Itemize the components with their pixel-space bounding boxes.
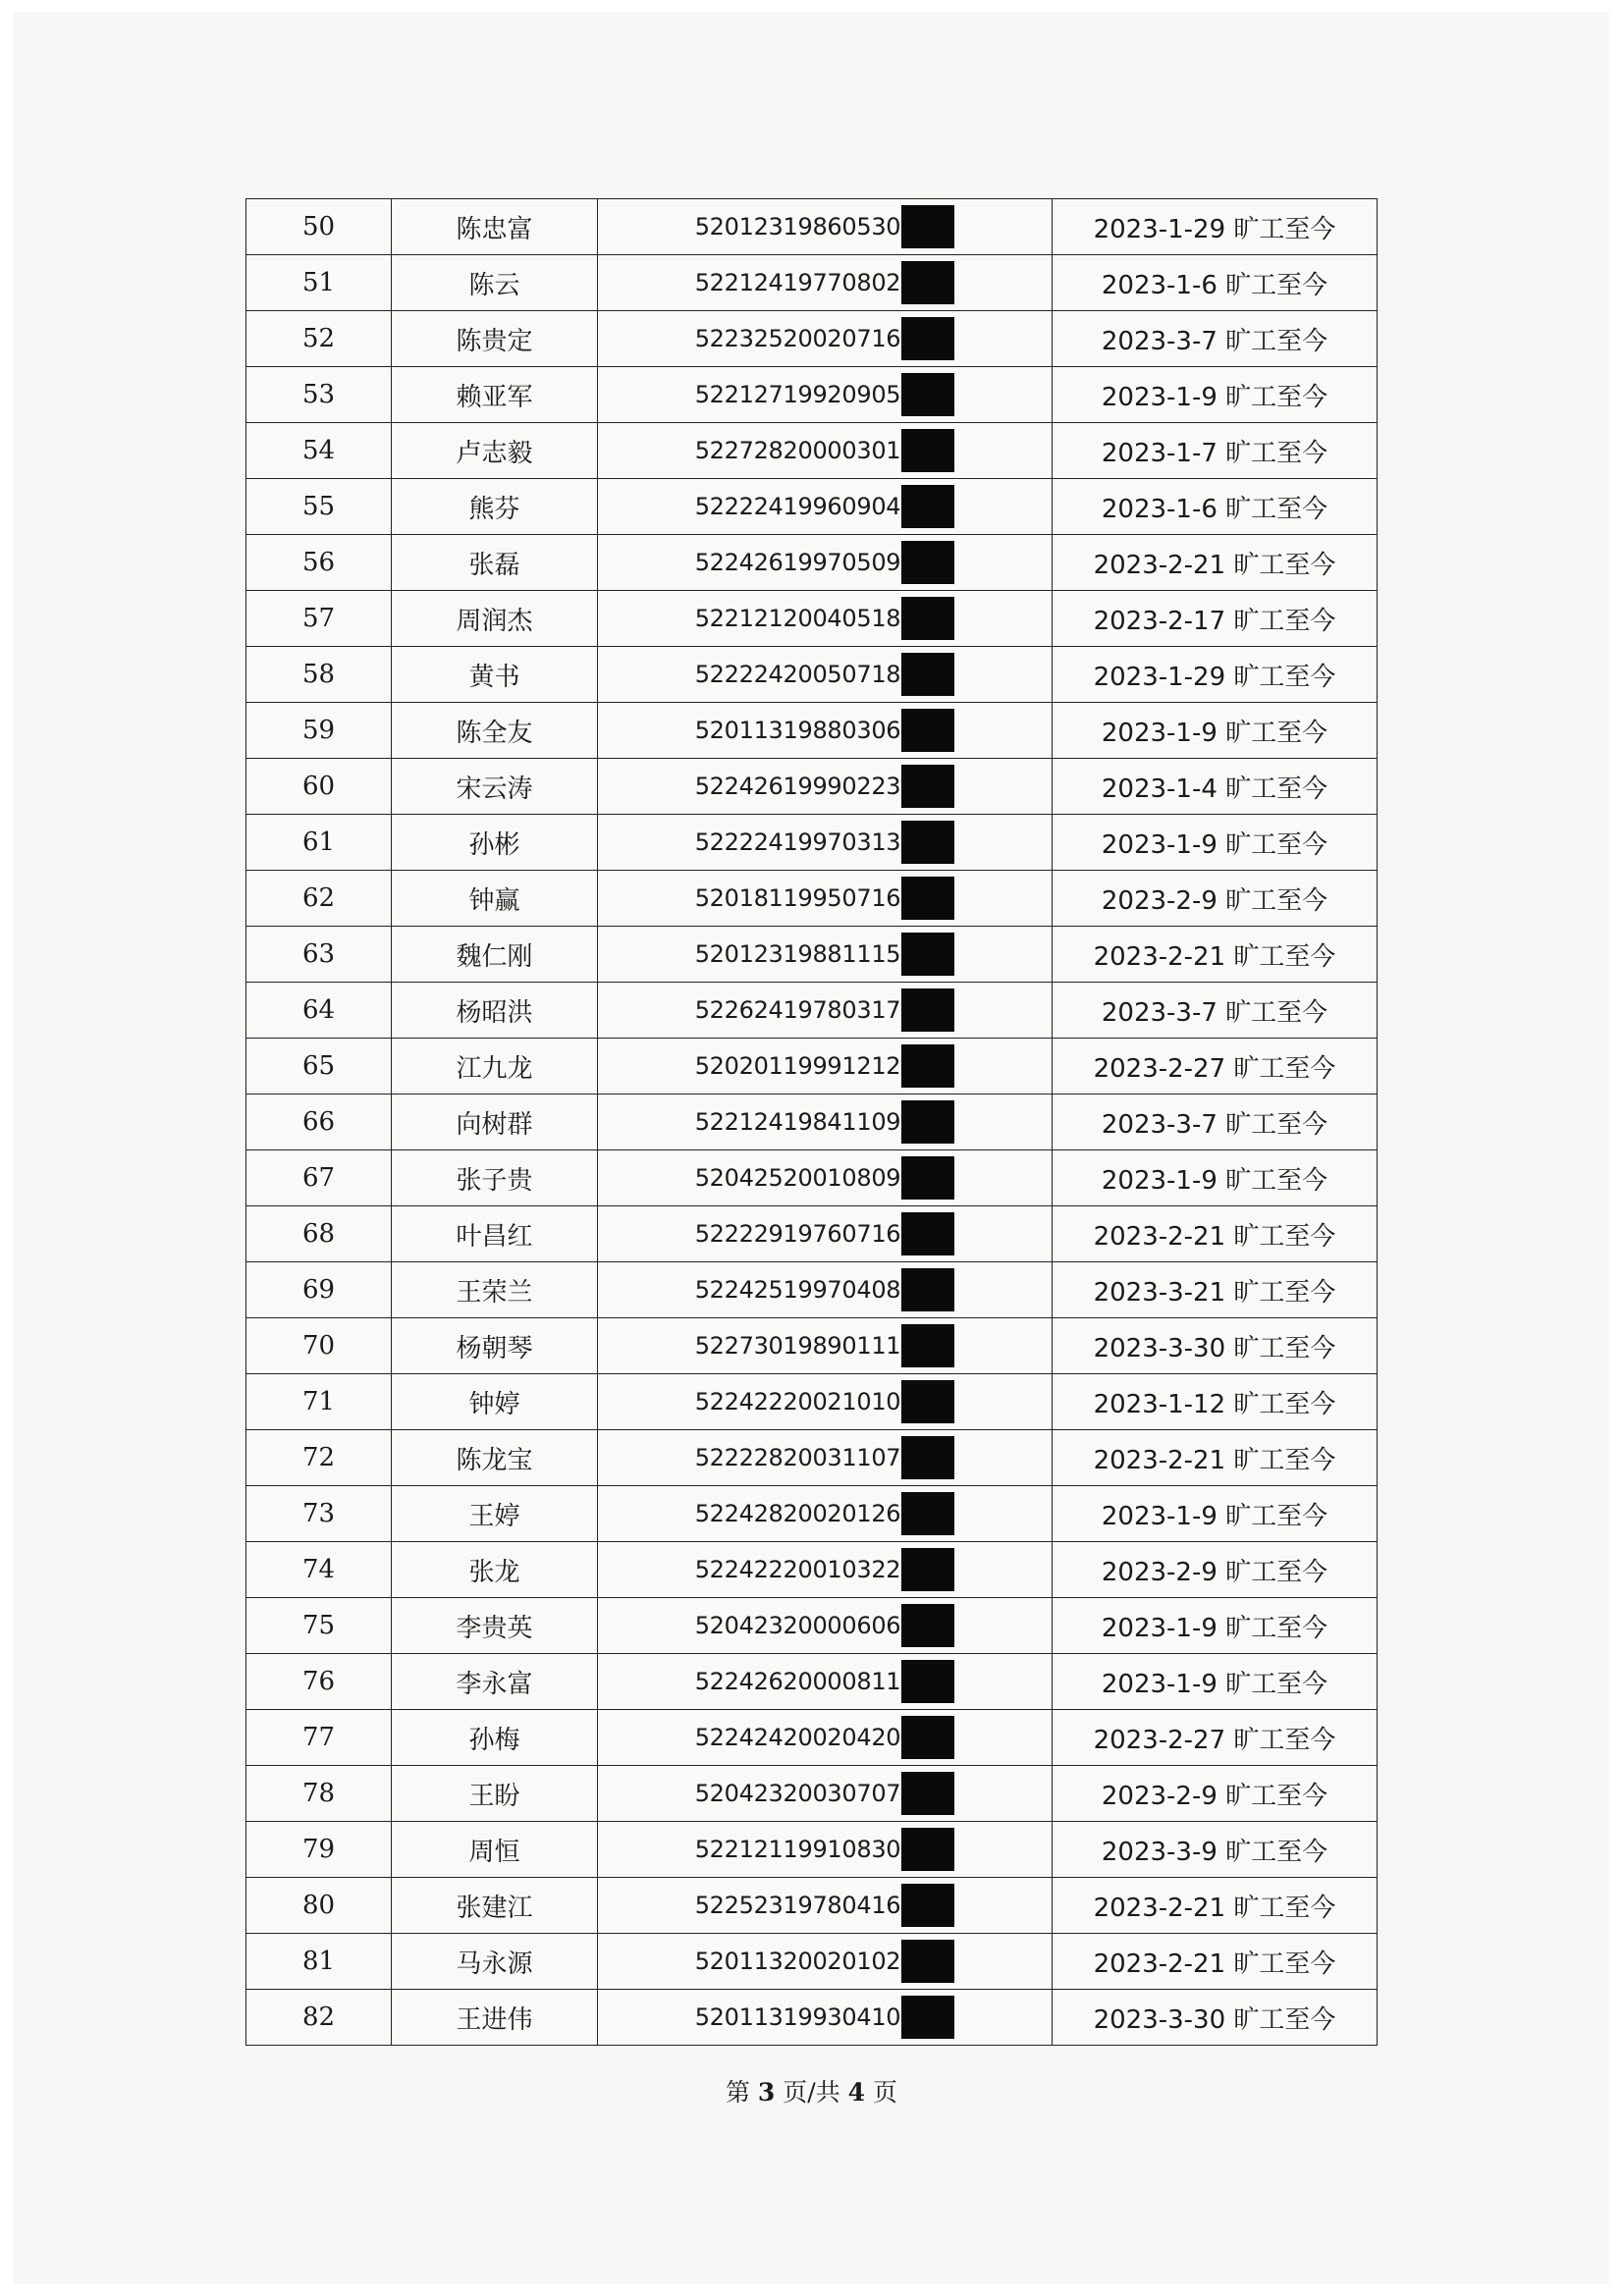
row-number: 70 (246, 1318, 392, 1374)
absence-status: 2023-1-9 旷工至今 (1053, 815, 1378, 871)
id-number: 52222919760716 (694, 1220, 901, 1248)
id-number-group (695, 988, 955, 1032)
id-number-group (695, 1660, 955, 1703)
id-number: 52212119910830 (694, 1836, 901, 1863)
employee-name: 李永富 (392, 1654, 598, 1710)
table-row (246, 871, 1378, 927)
redaction-block (901, 1660, 954, 1703)
table-row (246, 1262, 1378, 1318)
id-number-cell (598, 1934, 1053, 1990)
absence-status: 2023-2-21 旷工至今 (1053, 1206, 1378, 1262)
row-number: 54 (246, 423, 392, 479)
id-number-group (695, 1716, 955, 1759)
employee-name: 卢志毅 (392, 423, 598, 479)
row-number: 66 (246, 1095, 392, 1150)
id-number-cell (598, 1318, 1053, 1374)
employee-name: 陈忠富 (392, 199, 598, 255)
id-number-cell (598, 871, 1053, 927)
id-number-group (695, 1324, 955, 1367)
id-number: 52018119950716 (694, 884, 901, 912)
absence-status: 2023-2-21 旷工至今 (1053, 927, 1378, 983)
id-number-group (695, 765, 955, 808)
id-number-cell (598, 1430, 1053, 1486)
redaction-block (901, 1828, 954, 1871)
redaction-block (901, 1324, 954, 1367)
table-row (246, 1150, 1378, 1206)
absence-status: 2023-1-9 旷工至今 (1053, 1150, 1378, 1206)
id-number-cell (598, 591, 1053, 647)
id-number-cell (598, 1878, 1053, 1934)
id-number: 52262419780317 (694, 996, 901, 1024)
page-footer (0, 2073, 1623, 2109)
id-number-cell (598, 1990, 1053, 2046)
absence-status: 2023-1-12 旷工至今 (1053, 1374, 1378, 1430)
id-number: 52252319780416 (694, 1892, 901, 1919)
row-number: 58 (246, 647, 392, 703)
employee-name: 孙梅 (392, 1710, 598, 1766)
row-number: 73 (246, 1486, 392, 1542)
absence-status: 2023-2-21 旷工至今 (1053, 1878, 1378, 1934)
id-number-cell (598, 1542, 1053, 1598)
id-number: 52212419770802 (694, 269, 901, 296)
redaction-block (901, 597, 954, 640)
table-row (246, 703, 1378, 759)
redaction-block (901, 653, 954, 696)
redaction-block (901, 373, 954, 416)
id-number-cell (598, 1710, 1053, 1766)
id-number: 52212719920905 (694, 381, 901, 408)
id-number: 52273019890111 (694, 1332, 901, 1360)
row-number: 50 (246, 199, 392, 255)
row-number: 62 (246, 871, 392, 927)
employee-name: 陈龙宝 (392, 1430, 598, 1486)
table-row (246, 1318, 1378, 1374)
table-row (246, 1542, 1378, 1598)
id-number: 52222419960904 (694, 493, 901, 520)
id-number-cell (598, 1374, 1053, 1430)
redaction-block (901, 933, 954, 976)
id-number-cell (598, 647, 1053, 703)
row-number: 76 (246, 1654, 392, 1710)
id-number-group (695, 205, 955, 248)
table-row (246, 367, 1378, 423)
table-row (246, 1822, 1378, 1878)
footer-suffix: 页 (873, 2078, 898, 2107)
redaction-block (901, 261, 954, 304)
row-number: 57 (246, 591, 392, 647)
id-number-group (695, 1044, 955, 1088)
employee-name: 江九龙 (392, 1039, 598, 1095)
row-number: 82 (246, 1990, 392, 2046)
absence-status: 2023-1-9 旷工至今 (1053, 1486, 1378, 1542)
absence-status: 2023-3-7 旷工至今 (1053, 311, 1378, 367)
table-row (246, 535, 1378, 591)
absence-status: 2023-1-9 旷工至今 (1053, 703, 1378, 759)
absence-status: 2023-3-7 旷工至今 (1053, 1095, 1378, 1150)
id-number: 52020119991212 (694, 1052, 901, 1080)
absence-status: 2023-2-21 旷工至今 (1053, 1934, 1378, 1990)
redaction-block (901, 485, 954, 528)
table-row (246, 311, 1378, 367)
row-number: 65 (246, 1039, 392, 1095)
employee-name: 马永源 (392, 1934, 598, 1990)
id-number-group (695, 317, 955, 360)
id-number: 52222820031107 (694, 1444, 901, 1471)
id-number-cell (598, 1654, 1053, 1710)
redaction-block (901, 988, 954, 1032)
employee-name: 钟婷 (392, 1374, 598, 1430)
employee-name: 张龙 (392, 1542, 598, 1598)
redaction-block (901, 1100, 954, 1144)
id-number-cell (598, 1598, 1053, 1654)
id-number: 52222420050718 (694, 661, 901, 688)
table-row (246, 255, 1378, 311)
row-number: 56 (246, 535, 392, 591)
employee-name: 王盼 (392, 1766, 598, 1822)
row-number: 55 (246, 479, 392, 535)
id-number: 52222419970313 (694, 828, 901, 856)
id-number-group (695, 1828, 955, 1871)
employee-name: 王荣兰 (392, 1262, 598, 1318)
row-number: 71 (246, 1374, 392, 1430)
id-number-cell (598, 1206, 1053, 1262)
redaction-block (901, 821, 954, 864)
id-number: 52242820020126 (694, 1500, 901, 1527)
table-row (246, 647, 1378, 703)
table-row (246, 759, 1378, 815)
absence-status: 2023-3-21 旷工至今 (1053, 1262, 1378, 1318)
absence-status: 2023-1-9 旷工至今 (1053, 1654, 1378, 1710)
table-row (246, 1934, 1378, 1990)
row-number: 68 (246, 1206, 392, 1262)
row-number: 80 (246, 1878, 392, 1934)
employee-name: 杨朝琴 (392, 1318, 598, 1374)
id-number-cell (598, 535, 1053, 591)
table-row (246, 423, 1378, 479)
absence-status: 2023-1-7 旷工至今 (1053, 423, 1378, 479)
id-number-group (695, 1772, 955, 1815)
id-number-group (695, 877, 955, 920)
redaction-block (901, 1996, 954, 2039)
id-number-cell (598, 255, 1053, 311)
id-number-cell (598, 423, 1053, 479)
id-number-group (695, 1604, 955, 1647)
redaction-block (901, 1044, 954, 1088)
employee-name: 陈云 (392, 255, 598, 311)
employee-name: 李贵英 (392, 1598, 598, 1654)
redaction-block (901, 1548, 954, 1591)
table-row (246, 479, 1378, 535)
id-number-group (695, 1996, 955, 2039)
id-number: 52242220021010 (694, 1388, 901, 1415)
table-row (246, 1095, 1378, 1150)
absence-status: 2023-3-7 旷工至今 (1053, 983, 1378, 1039)
id-number-group (695, 1380, 955, 1423)
table-row (246, 1430, 1378, 1486)
table-row (246, 1990, 1378, 2046)
redaction-block (901, 1884, 954, 1927)
employee-name: 周润杰 (392, 591, 598, 647)
redaction-block (901, 709, 954, 752)
id-number: 52232520020716 (694, 325, 901, 352)
row-number: 74 (246, 1542, 392, 1598)
row-number: 53 (246, 367, 392, 423)
id-number-cell (598, 1095, 1053, 1150)
id-number-cell (598, 1262, 1053, 1318)
id-number: 52011319880306 (694, 717, 901, 744)
redaction-block (901, 1212, 954, 1255)
id-number-group (695, 653, 955, 696)
id-number-group (695, 821, 955, 864)
table-row (246, 983, 1378, 1039)
id-number: 52042520010809 (694, 1164, 901, 1192)
id-number-cell (598, 983, 1053, 1039)
id-number-cell (598, 1039, 1053, 1095)
redaction-block (901, 1268, 954, 1311)
id-number: 52242619990223 (694, 773, 901, 800)
employee-name: 陈全友 (392, 703, 598, 759)
id-number-cell (598, 759, 1053, 815)
absence-status: 2023-1-29 旷工至今 (1053, 199, 1378, 255)
redaction-block (901, 765, 954, 808)
redaction-block (901, 1380, 954, 1423)
absence-status: 2023-1-4 旷工至今 (1053, 759, 1378, 815)
redaction-block (901, 541, 954, 584)
absence-table-body (246, 199, 1378, 2046)
employee-name: 钟赢 (392, 871, 598, 927)
row-number: 63 (246, 927, 392, 983)
id-number: 52242220010322 (694, 1556, 901, 1583)
row-number: 61 (246, 815, 392, 871)
table-row (246, 1206, 1378, 1262)
redaction-block (901, 1940, 954, 1983)
id-number: 52012319860530 (694, 213, 901, 240)
employee-name: 王婷 (392, 1486, 598, 1542)
id-number-group (695, 1156, 955, 1200)
id-number: 52242420020420 (694, 1724, 901, 1751)
id-number-group (695, 1212, 955, 1255)
id-number: 52042320030707 (694, 1780, 901, 1807)
redaction-block (901, 1716, 954, 1759)
employee-name: 陈贵定 (392, 311, 598, 367)
id-number: 52212419841109 (694, 1108, 901, 1136)
absence-status: 2023-2-9 旷工至今 (1053, 871, 1378, 927)
absence-status: 2023-3-30 旷工至今 (1053, 1318, 1378, 1374)
table-row (246, 591, 1378, 647)
absence-status: 2023-3-30 旷工至今 (1053, 1990, 1378, 2046)
id-number-group (695, 373, 955, 416)
id-number-group (695, 261, 955, 304)
row-number: 59 (246, 703, 392, 759)
row-number: 72 (246, 1430, 392, 1486)
employee-name: 王进伟 (392, 1990, 598, 2046)
footer-current-page: 3 (757, 2078, 776, 2107)
employee-name: 叶昌红 (392, 1206, 598, 1262)
row-number: 67 (246, 1150, 392, 1206)
redaction-block (901, 317, 954, 360)
employee-name: 赖亚军 (392, 367, 598, 423)
row-number: 52 (246, 311, 392, 367)
absence-status: 2023-3-9 旷工至今 (1053, 1822, 1378, 1878)
absence-status: 2023-1-6 旷工至今 (1053, 479, 1378, 535)
redaction-block (901, 1156, 954, 1200)
absence-status: 2023-1-29 旷工至今 (1053, 647, 1378, 703)
id-number-cell (598, 311, 1053, 367)
id-number-group (695, 1940, 955, 1983)
id-number-group (695, 1100, 955, 1144)
id-number: 52042320000606 (694, 1612, 901, 1639)
id-number-cell (598, 703, 1053, 759)
table-row (246, 1654, 1378, 1710)
redaction-block (901, 429, 954, 472)
employee-name: 孙彬 (392, 815, 598, 871)
absence-status: 2023-2-21 旷工至今 (1053, 1430, 1378, 1486)
id-number: 52242620000811 (694, 1668, 901, 1695)
employee-name: 张磊 (392, 535, 598, 591)
employee-name: 黄书 (392, 647, 598, 703)
employee-name: 张子贵 (392, 1150, 598, 1206)
id-number: 52011319930410 (694, 2003, 901, 2031)
redaction-block (901, 205, 954, 248)
id-number-group (695, 1884, 955, 1927)
id-number-cell (598, 1822, 1053, 1878)
table-row (246, 1486, 1378, 1542)
id-number: 52242519970408 (694, 1276, 901, 1304)
absence-status: 2023-2-9 旷工至今 (1053, 1766, 1378, 1822)
redaction-block (901, 1436, 954, 1479)
id-number-group (695, 1492, 955, 1535)
row-number: 78 (246, 1766, 392, 1822)
table-row (246, 1766, 1378, 1822)
id-number-cell (598, 1766, 1053, 1822)
id-number-cell (598, 367, 1053, 423)
row-number: 60 (246, 759, 392, 815)
absence-status: 2023-1-9 旷工至今 (1053, 367, 1378, 423)
employee-name: 杨昭洪 (392, 983, 598, 1039)
row-number: 81 (246, 1934, 392, 1990)
footer-middle: 页/共 (783, 2078, 840, 2107)
id-number-group (695, 1548, 955, 1591)
employee-name: 张建江 (392, 1878, 598, 1934)
footer-prefix: 第 (725, 2078, 750, 2107)
table-row (246, 1039, 1378, 1095)
id-number-group (695, 429, 955, 472)
id-number: 52011320020102 (694, 1948, 901, 1975)
id-number: 52212120040518 (694, 605, 901, 632)
absence-status: 2023-2-17 旷工至今 (1053, 591, 1378, 647)
redaction-block (901, 877, 954, 920)
id-number: 52242619970509 (694, 549, 901, 576)
absence-status: 2023-2-27 旷工至今 (1053, 1039, 1378, 1095)
redaction-block (901, 1772, 954, 1815)
id-number-cell (598, 1150, 1053, 1206)
absence-status: 2023-2-21 旷工至今 (1053, 535, 1378, 591)
footer-total-pages: 4 (847, 2078, 866, 2107)
employee-name: 魏仁刚 (392, 927, 598, 983)
table-row (246, 199, 1378, 255)
table-row (246, 927, 1378, 983)
id-number-group (695, 1436, 955, 1479)
table-row (246, 1374, 1378, 1430)
id-number-cell (598, 199, 1053, 255)
absence-status: 2023-1-6 旷工至今 (1053, 255, 1378, 311)
absence-status: 2023-2-9 旷工至今 (1053, 1542, 1378, 1598)
id-number: 52272820000301 (694, 437, 901, 464)
absence-status: 2023-2-27 旷工至今 (1053, 1710, 1378, 1766)
row-number: 77 (246, 1710, 392, 1766)
id-number-group (695, 485, 955, 528)
row-number: 79 (246, 1822, 392, 1878)
row-number: 64 (246, 983, 392, 1039)
employee-name: 熊芬 (392, 479, 598, 535)
table-row (246, 1878, 1378, 1934)
redaction-block (901, 1604, 954, 1647)
id-number-group (695, 933, 955, 976)
row-number: 75 (246, 1598, 392, 1654)
row-number: 51 (246, 255, 392, 311)
employee-name: 宋云涛 (392, 759, 598, 815)
table-row (246, 1710, 1378, 1766)
id-number-group (695, 541, 955, 584)
absence-status: 2023-1-9 旷工至今 (1053, 1598, 1378, 1654)
row-number: 69 (246, 1262, 392, 1318)
id-number-cell (598, 815, 1053, 871)
id-number-cell (598, 479, 1053, 535)
id-number-group (695, 1268, 955, 1311)
absence-table (245, 198, 1378, 2046)
redaction-block (901, 1492, 954, 1535)
id-number-cell (598, 1486, 1053, 1542)
employee-name: 向树群 (392, 1095, 598, 1150)
table-row (246, 1598, 1378, 1654)
id-number-group (695, 597, 955, 640)
id-number-cell (598, 927, 1053, 983)
table-row (246, 815, 1378, 871)
id-number-group (695, 709, 955, 752)
id-number: 52012319881115 (694, 940, 901, 968)
employee-name: 周恒 (392, 1822, 598, 1878)
